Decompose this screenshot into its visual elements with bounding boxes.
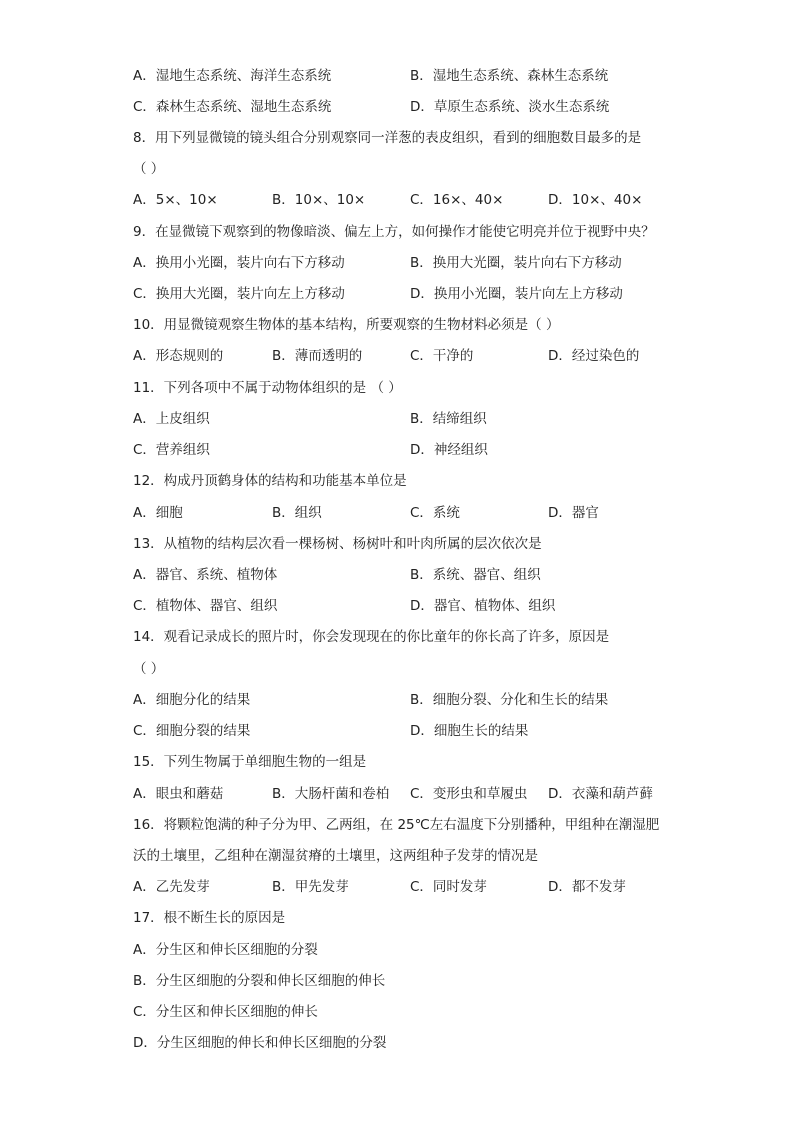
q11-option-d: D．神经组织	[410, 442, 488, 458]
q16-option-c: C．同时发芽	[410, 879, 487, 895]
q13-option-c: C．植物体、器官、组织	[133, 598, 278, 614]
q17-option-c: C．分生区和伸长区细胞的伸长	[133, 1004, 318, 1020]
q9-option-d: D．换用小光圈，装片向左上方移动	[410, 286, 623, 302]
q8-answer-blank: （ ）	[133, 161, 165, 177]
q8-option-b: B．10×、10×	[272, 192, 366, 208]
q16-stem: 16．将颗粒饱满的种子分为甲、乙两组，在 25℃左右温度下分别播种，甲组种在潮湿肥	[133, 817, 660, 833]
q16-option-d: D．都不发芽	[548, 879, 626, 895]
q10-option-c: C．干净的	[410, 348, 474, 364]
q8-stem: 8．用下列显微镜的镜头组合分别观察同一洋葱的表皮组织，看到的细胞数目最多的是	[133, 130, 642, 146]
q10-option-a: A．形态规则的	[133, 348, 224, 364]
q12-stem: 12．构成丹顶鹤身体的结构和功能基本单位是	[133, 473, 407, 489]
q15-option-c: C．变形虫和草履虫	[410, 786, 528, 802]
q15-stem: 15．下列生物属于单细胞生物的一组是	[133, 754, 367, 770]
q16-stem-continued: 沃的土壤里，乙组种在潮湿贫瘠的土壤里，这两组种子发芽的情况是	[133, 848, 538, 864]
q15-option-a: A．眼虫和蘑菇	[133, 786, 224, 802]
q15-option-d: D．衣藻和葫芦藓	[548, 786, 653, 802]
q7-option-d: D．草原生态系统、淡水生态系统	[410, 99, 610, 115]
q8-option-d: D．10×、40×	[548, 192, 643, 208]
q11-stem: 11．下列各项中不属于动物体组织的是 （ ）	[133, 380, 402, 396]
q15-option-b: B．大肠杆菌和卷柏	[272, 786, 390, 802]
q12-option-c: C．系统	[410, 505, 460, 521]
q8-option-c: C．16×、40×	[410, 192, 504, 208]
q9-option-c: C．换用大光圈，装片向左上方移动	[133, 286, 345, 302]
q8-option-a: A．5×、10×	[133, 192, 218, 208]
q17-stem: 17．根不断生长的原因是	[133, 910, 286, 926]
q7-option-a: A．湿地生态系统、海洋生态系统	[133, 68, 332, 84]
q14-option-b: B．细胞分裂、分化和生长的结果	[410, 692, 609, 708]
q12-option-b: B．组织	[272, 505, 322, 521]
q13-option-a: A．器官、系统、植物体	[133, 567, 278, 583]
q16-option-a: A．乙先发芽	[133, 879, 210, 895]
q10-stem: 10．用显微镜观察生物体的基本结构，所要观察的生物材料必须是（ ）	[133, 317, 560, 333]
q7-option-b: B．湿地生态系统、森林生态系统	[410, 68, 609, 84]
q9-option-b: B．换用大光圈，装片向右下方移动	[410, 255, 622, 271]
q12-option-a: A．细胞	[133, 505, 183, 521]
q13-stem: 13．从植物的结构层次看一棵杨树、杨树叶和叶肉所属的层次依次是	[133, 536, 542, 552]
q14-option-d: D．细胞生长的结果	[410, 723, 529, 739]
q12-option-d: D．器官	[548, 505, 599, 521]
q13-option-b: B．系统、器官、组织	[410, 567, 541, 583]
q14-stem: 14．观看记录成长的照片时，你会发现现在的你比童年的你长高了许多，原因是	[133, 629, 610, 645]
q14-answer-blank: （ ）	[133, 661, 165, 677]
q9-stem: 9．在显微镜下观察到的物像暗淡、偏左上方，如何操作才能使它明亮并位于视野中央？	[133, 224, 655, 240]
q7-option-c: C．森林生态系统、湿地生态系统	[133, 99, 332, 115]
q14-option-a: A．细胞分化的结果	[133, 692, 251, 708]
q14-option-c: C．细胞分裂的结果	[133, 723, 251, 739]
q17-option-d: D．分生区细胞的伸长和伸长区细胞的分裂	[133, 1035, 387, 1051]
q11-option-c: C．营养组织	[133, 442, 210, 458]
q9-option-a: A．换用小光圈，装片向右下方移动	[133, 255, 345, 271]
q11-option-b: B．结缔组织	[410, 411, 487, 427]
q11-option-a: A．上皮组织	[133, 411, 210, 427]
q17-option-b: B．分生区细胞的分裂和伸长区细胞的伸长	[133, 973, 386, 989]
q13-option-d: D．器官、植物体、组织	[410, 598, 556, 614]
q16-option-b: B．甲先发芽	[272, 879, 349, 895]
q10-option-d: D．经过染色的	[548, 348, 640, 364]
q17-option-a: A．分生区和伸长区细胞的分裂	[133, 942, 318, 958]
q10-option-b: B．薄而透明的	[272, 348, 363, 364]
